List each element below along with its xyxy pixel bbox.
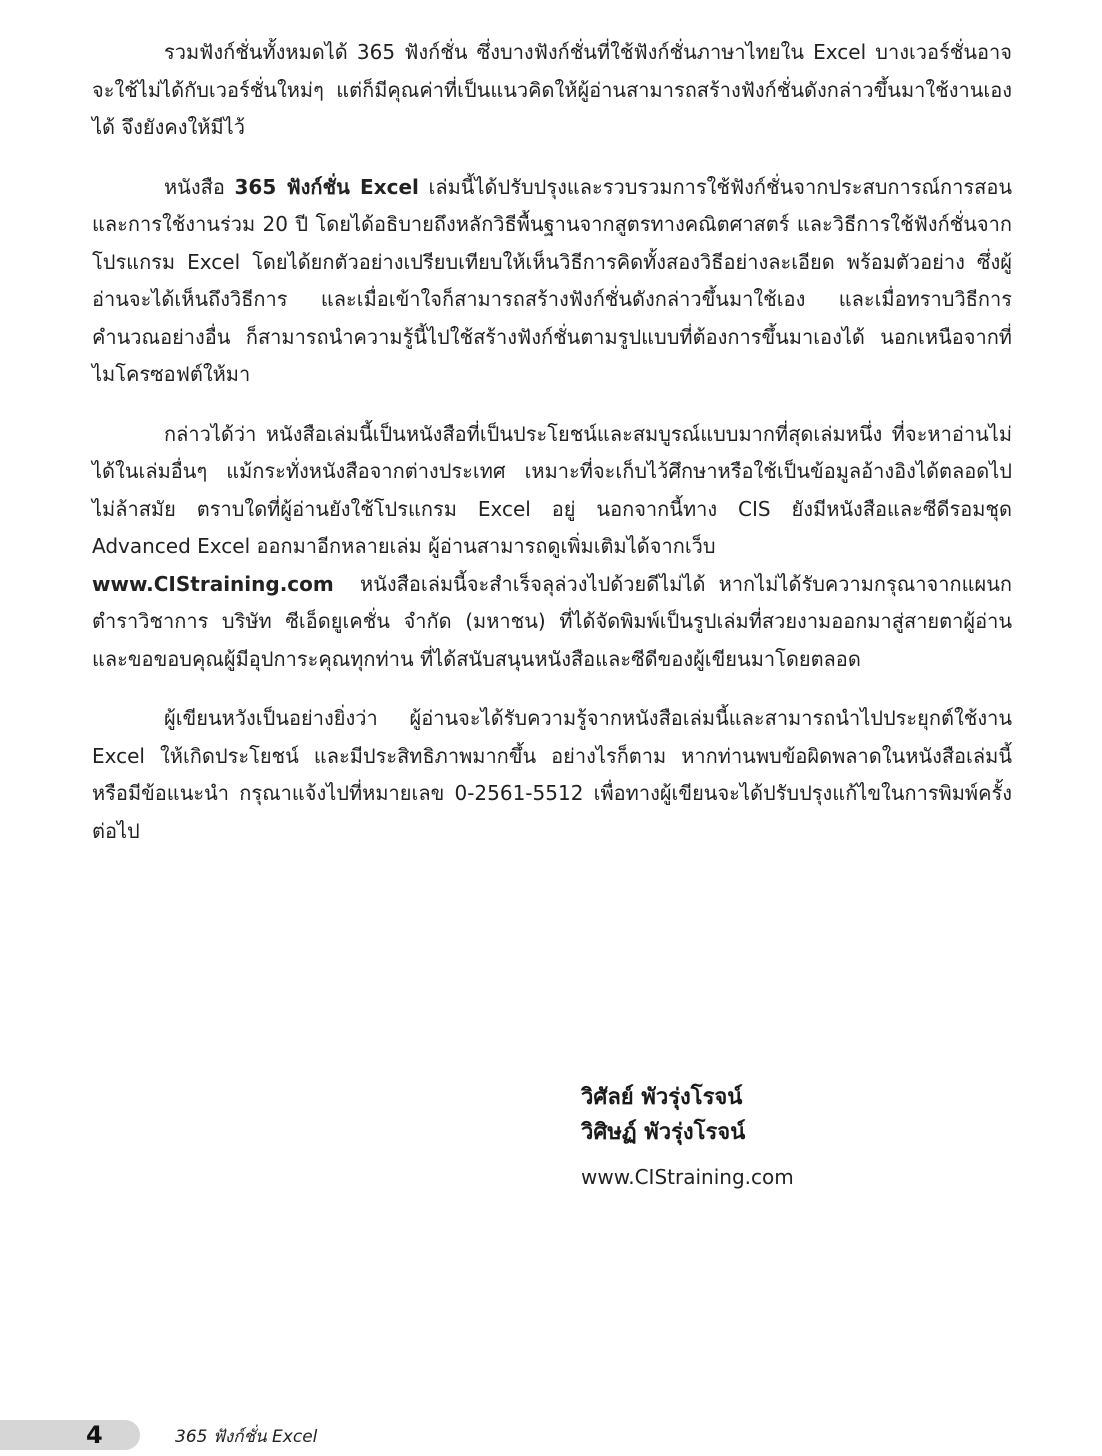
paragraph-text: เล่มนี้ได้ปรับปรุงและรวบรวมการใช้ฟังก์ชั่นจากประสบการณ์การสอนและการใช้งานร่วม 20 ปี โดยได้อธิบายถึงหลักวิธีพื้นฐานจากสูตรทางคณิตศาสตร์ และวิธีการใช้ฟังก์ชั่นจากโปรแกรม Excel โดยได้ยกตัวอย่างเปรียบเทียบให้เห็นวิธีการคิดทั้งสองวิธีอย่างละเอียด พร้อมตัวอย่าง ซึ่งผู้อ่านจะได้เห็นถึงวิธีการ และเมื่อเข้าใจก็สามารถสร้างฟังก์ชั่นดังกล่าวขึ้นมาใช้เอง และเมื่อทราบวิธีการคำนวณอย่างอื่น ก็สามารถนำความรู้นี้ไปใช้สร้างฟังก์ชั่นตามรูปแบบที่ต้องการขึ้นมาเองได้ นอกเหนือจากที่ไมโครซอฟต์ให้มา xyxy=(92,174,1013,386)
page-number-tab xyxy=(0,1420,140,1450)
paragraph-text: รวมฟังก์ชั่นทั้งหมดได้ 365 ฟังก์ชั่น ซึ่งบางฟังก์ชั่นที่ใช้ฟังก์ชั่นภาษาไทยใน Excel บางเวอร์ชั่นอาจจะใช้ไม่ได้กับเวอร์ชั่นใหม่ๆ แต่ก็มีคุณค่าที่เป็นแนวคิดให้ผู้อ่านสามารถสร้างฟังก์ชั่นดังกล่าวขึ้นมาใช้งานเองได้ จึงยังคงให้มีไว้ xyxy=(92,40,1012,139)
book-title: 365 ฟังก์ชั่น Excel xyxy=(234,174,419,199)
paragraph-book-description xyxy=(92,169,1012,394)
paragraph-lead: หนังสือ xyxy=(164,174,225,199)
page-body xyxy=(92,34,1012,872)
paragraph-text: ผู้เขียนหวังเป็นอย่างยิ่งว่า ผู้อ่านจะได้รับความรู้จากหนังสือเล่มนี้และสามารถนำไปประยุกต์ใช้งาน Excel ให้เกิดประโยชน์ และมีประสิทธิภาพมากขึ้น อย่างไรก็ตาม หากท่านพบข้อผิดพลาดในหนังสือเล่มนี้ หรือมีข้อแนะนำ กรุณาแจ้งไปที่หมายเลข 0-2561-5512 เพื่อทางผู้เขียนจะได้ปรับปรุงแก้ไขในการพิมพ์ครั้งต่อไป xyxy=(92,706,1012,843)
signature-website[interactable]: www.CIStraining.com xyxy=(581,1165,794,1189)
paragraph-text: หนังสือเล่มนี้จะสำเร็จลุล่วงไปด้วยดีไม่ได้ หากไม่ได้รับความกรุณาจากแผนกตำราวิชาการ บริษัท ซีเอ็ดยูเคชั่น จำกัด (มหาชน) ที่ได้จัดพิมพ์เป็นรูปเล่มที่สวยงามออกมาสู่สายตาผู้อ่าน และขอขอบคุณผู้มีอุปการะคุณทุกท่าน ที่ได้สนับสนุนหนังสือและซีดีของผู้เขียนมาโดยตลอด xyxy=(92,571,1012,671)
website-link[interactable]: www.CIStraining.com xyxy=(92,571,334,596)
page-number: 4 xyxy=(86,1421,103,1449)
page-footer xyxy=(0,1418,1102,1454)
running-title: 365 ฟังก์ชั่น Excel xyxy=(175,1427,318,1447)
paragraph-function-summary xyxy=(92,34,1012,147)
paragraph-acknowledgement xyxy=(92,416,1012,679)
signature-block xyxy=(581,1080,981,1192)
paragraph-text: กล่าวได้ว่า หนังสือเล่มนี้เป็นหนังสือที่เป็นประโยชน์และสมบูรณ์แบบมากที่สุดเล่มหนึ่ง ที่จะหาอ่านไม่ได้ในเล่มอื่นๆ แม้กระทั่งหนังสือจากต่างประเทศ เหมาะที่จะเก็บไว้ศึกษาหรือใช้เป็นข้อมูลอ้างอิงได้ตลอดไป ไม่ล้าสมัย ตราบใดที่ผู้อ่านยังใช้โปรแกรม Excel อยู่ นอกจากนี้ทาง CIS ยังมีหนังสือและซีดีรอมชุด Advanced Excel ออกมาอีกหลายเล่ม ผู้อ่านสามารถดูเพิ่มเติมได้จากเว็บ xyxy=(92,421,1012,558)
author-name-1: วิศัลย์ พัวรุ่งโรจน์ xyxy=(581,1085,743,1110)
author-name-2: วิศิษฏ์ พัวรุ่งโรจน์ xyxy=(581,1120,746,1145)
paragraph-closing xyxy=(92,700,1012,850)
